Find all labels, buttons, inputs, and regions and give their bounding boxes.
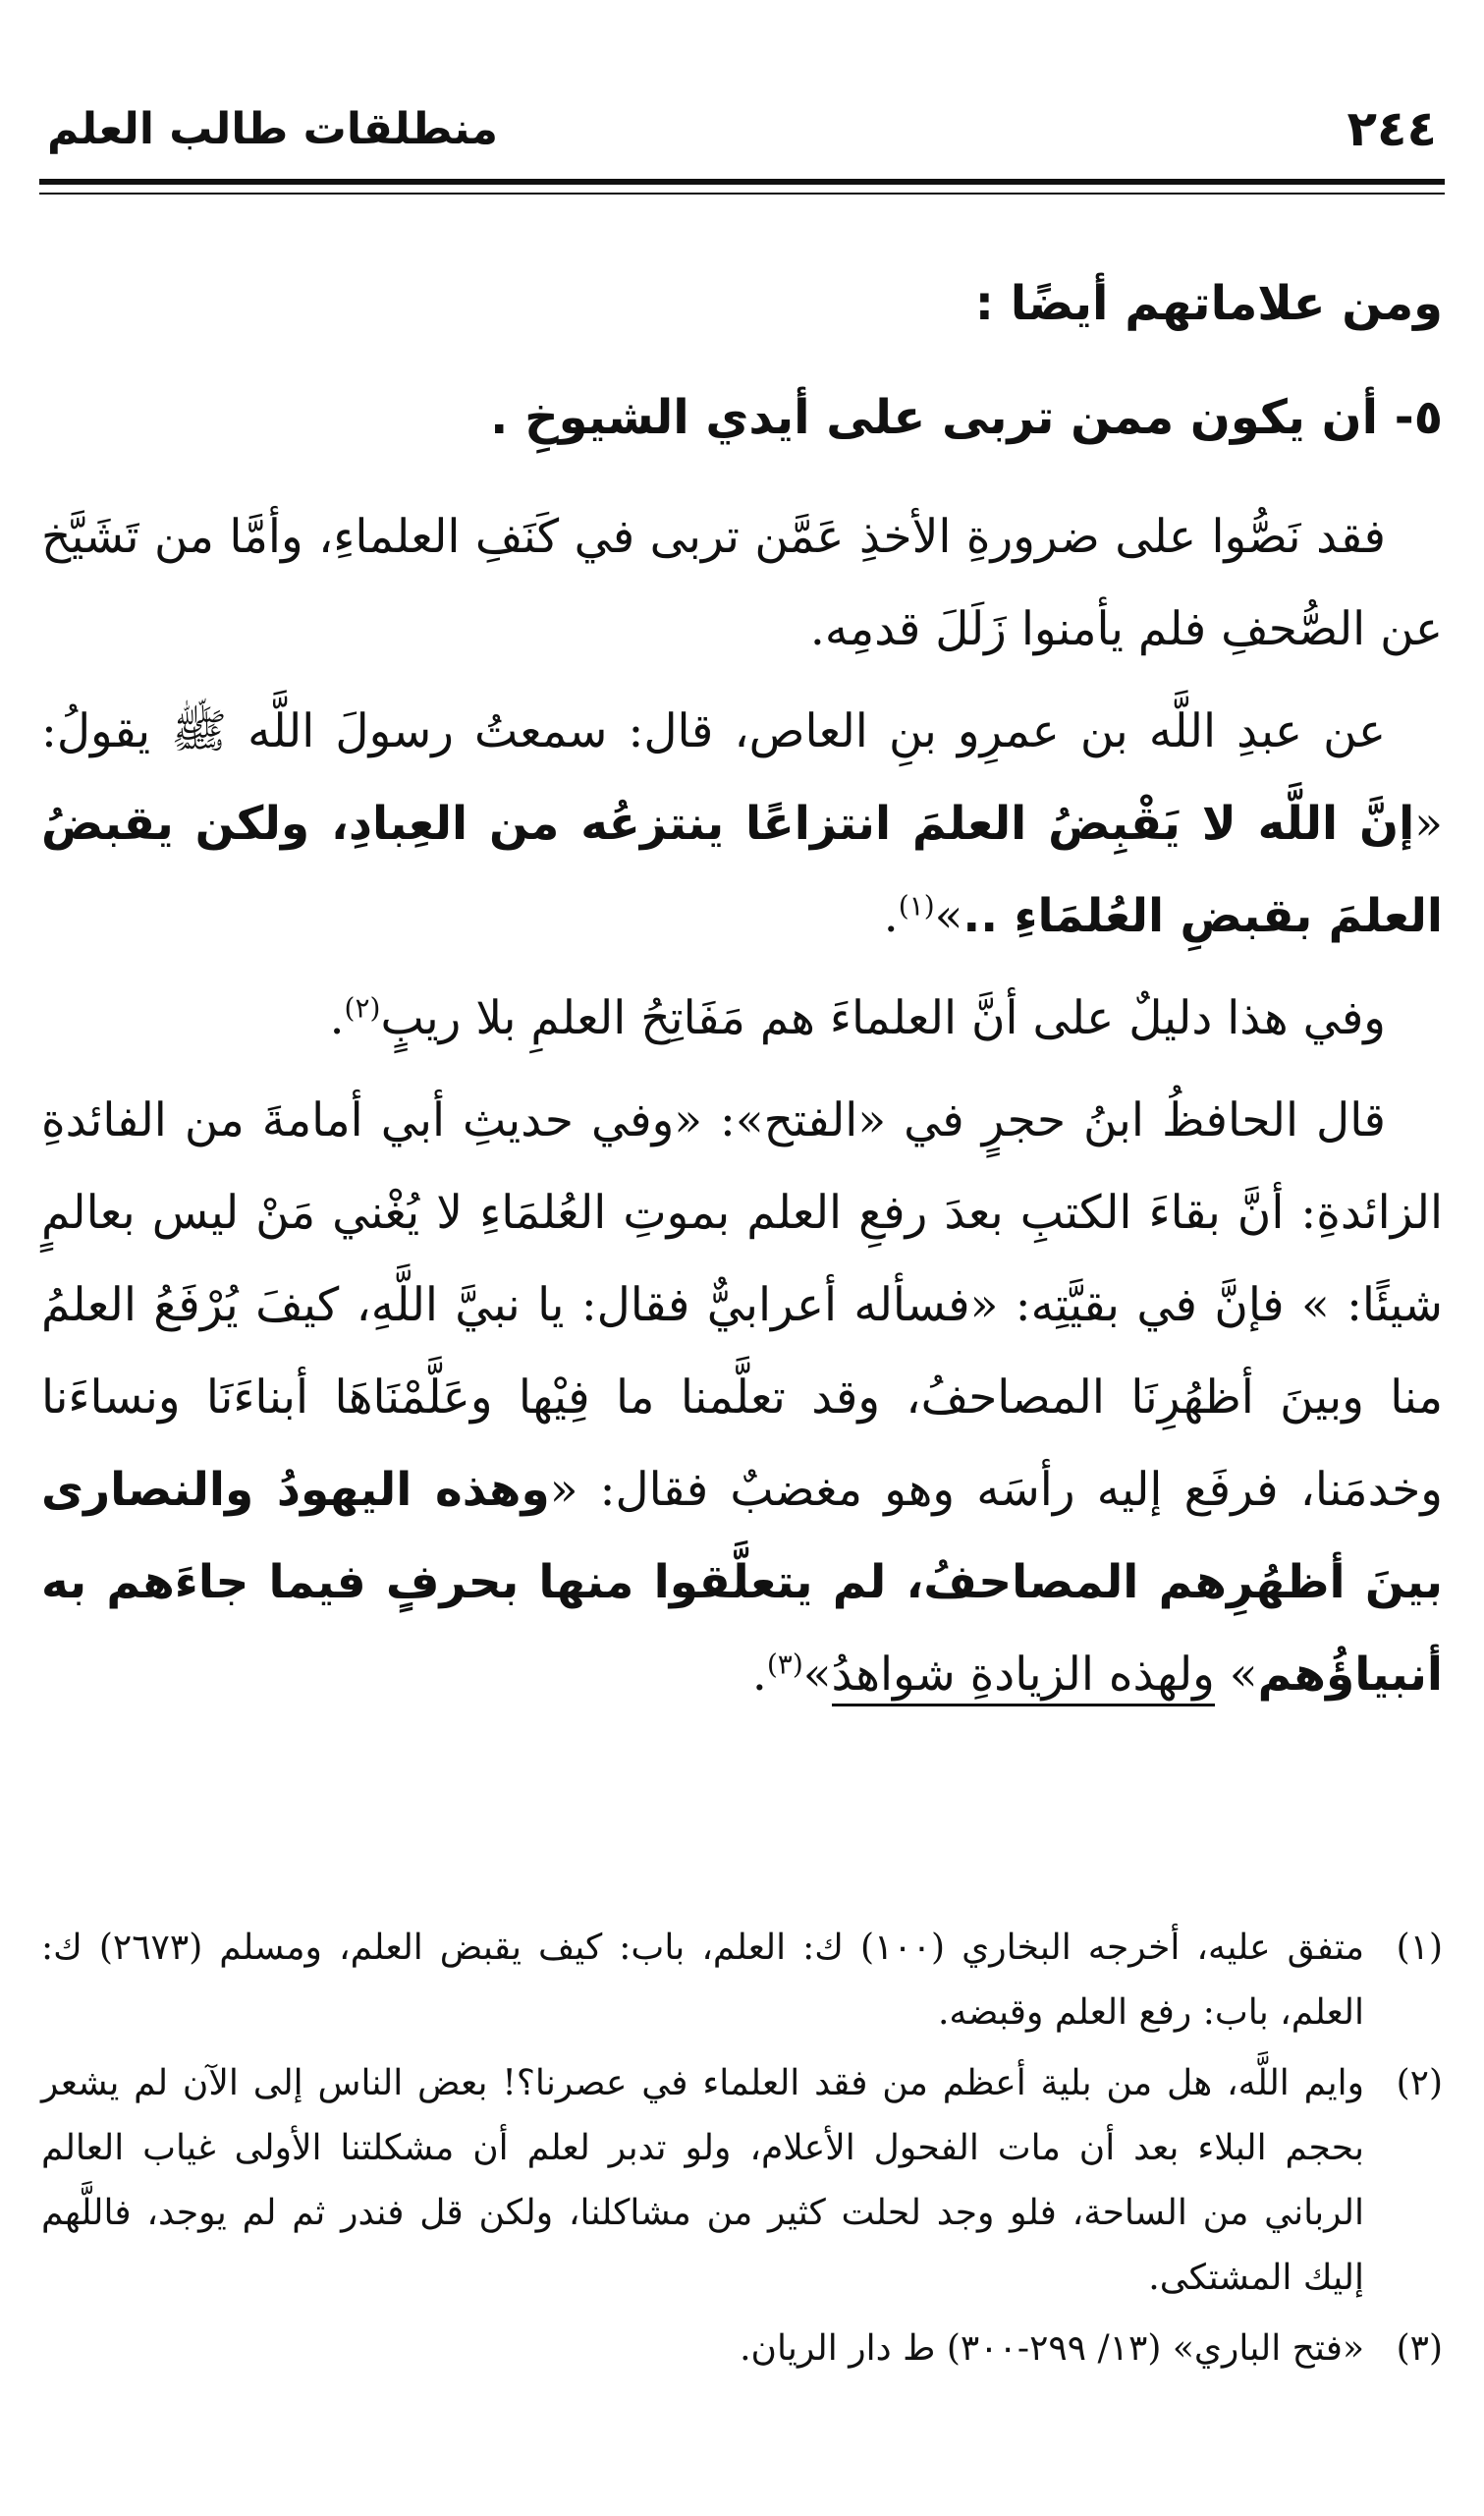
page-header [39,90,1445,169]
paragraph-1: فقد نَصُّوا على ضرورةِ الأخذِ عَمَّن تربى في كَنَفِ العلماءِ، وأمَّا من تَشَيَّخ عن الصُّحفِ فلم يأمنوا زَلَلَ قدمِه. [41,510,1443,656]
paragraph-2-intro: عن عبدِ اللَّه بن عمرِو بنِ العاص، قال: سمعتُ رسولَ اللَّه ﷺ يقولُ: « [41,704,1443,851]
footnote-ref-2: (٢) [344,991,381,1025]
paragraph-4-text: قال الحافظُ ابنُ حجرٍ في «الفتح»: «وفي حديثِ أبي أمامةَ من الفائدةِ الزائدةِ: أنَّ بقاءَ الكتبِ بعدَ رفعِ العلم بموتِ العُلمَاءِ لا يُغْني مَنْ ليس بعالمٍ شيئًا: » فإنَّ في بقيَّتِه: «فسأله أعرابيٌّ فقال: يا نبيَّ اللَّهِ، كيفَ يُرْفَعُ العلمُ منا وبينَ أظهُرِنَا المصاحفُ، وقد تعلَّمنا ما فِيْها وعَلَّمْنَاهَا أبناءَنَا ونساءَنا وخدمَنا، فرفَع إليه رأسَه وهو مغضبٌ فقال: « [41,1093,1443,1517]
paragraph-3-text: وفي هذا دليلٌ على أنَّ العلماءَ هم مَفَاتِحُ العلمِ بلا ريبٍ [380,991,1386,1045]
item-heading: ٥- أن يكون ممن تربى على أيدي الشيوخِ . [490,390,1443,445]
paragraph-4 [41,1075,1443,1721]
section-intro: ومن علاماتهم أيضًا : [974,276,1443,331]
running-title: منطلقات طالب العلم [47,104,499,154]
paragraph-3-end: . [329,991,345,1045]
paragraph-4-underlined: ولهذه الزيادةِ شواهدُ [832,1648,1215,1706]
footnote-text: متفق عليه، أخرجه البخاري (١٠٠) ك: العلم، باب: كيف يقبض العلم، ومسلم (٢٦٧٣) ك: العلم، باب: رفع العلم وقبضه. [41,1928,1364,2033]
footnotes [41,1916,1443,2387]
paragraph-3 [41,973,1443,1065]
paragraph-2-end: . [883,889,899,943]
footnote-number: (٣) [1396,2328,1443,2369]
footnote-number: (٢) [1396,2063,1443,2103]
paragraph-4-after: » [1214,1648,1258,1702]
footnote-ref-3: (٣) [766,1648,803,1681]
header-rule-thin [39,193,1445,195]
footnote [41,2051,1443,2311]
footnote [41,2317,1443,2381]
quote-close: » [934,889,963,943]
hadith-text: إنَّ اللَّه لا يَقْبِضُ العلمَ انتزاعًا ينتزعُه من العِبادِ، ولكن يقبضُ العلمَ بقبضِ العُلمَاءِ .. [41,797,1443,943]
paragraph-4-bold-quote: وهذه اليهودُ والنصارى بينَ أظهُرِهم المصاحفُ، لم يتعلَّقوا منها بحرفٍ فيما جاءَهم به أنبياؤُهم [41,1463,1443,1702]
footnote-text: «فتح الباري» (١٣/ ٢٩٩-٣٠٠) ط دار الريان. [740,2328,1364,2369]
main-text [41,257,1443,1731]
paragraph-4-close: » [802,1648,832,1702]
page-number: ٢٤٤ [1347,100,1437,157]
footnote-number: (١) [1396,1928,1443,1968]
header-rule-thick [39,179,1445,185]
footnote [41,1916,1443,2045]
footnote-ref-1: (١) [898,889,935,923]
footnote-text: وايم اللَّه، هل من بلية أعظم من فقد العلماء في عصرنا؟! بعض الناس إلى الآن لم يشعر بحجم البلاء بعد أن مات الفحول الأعلام، ولو تدبر لعلم أن مشكلتنا الأولى غياب العالم الرباني من الساحة، فلو وجد لحلت كثير من مشاكلنا، ولكن قل فندر ثم لم يوجد، فاللَّهم إليك المشتكى. [41,2063,1364,2298]
paragraph-4-end: . [751,1648,767,1702]
paragraph-2 [41,686,1443,963]
